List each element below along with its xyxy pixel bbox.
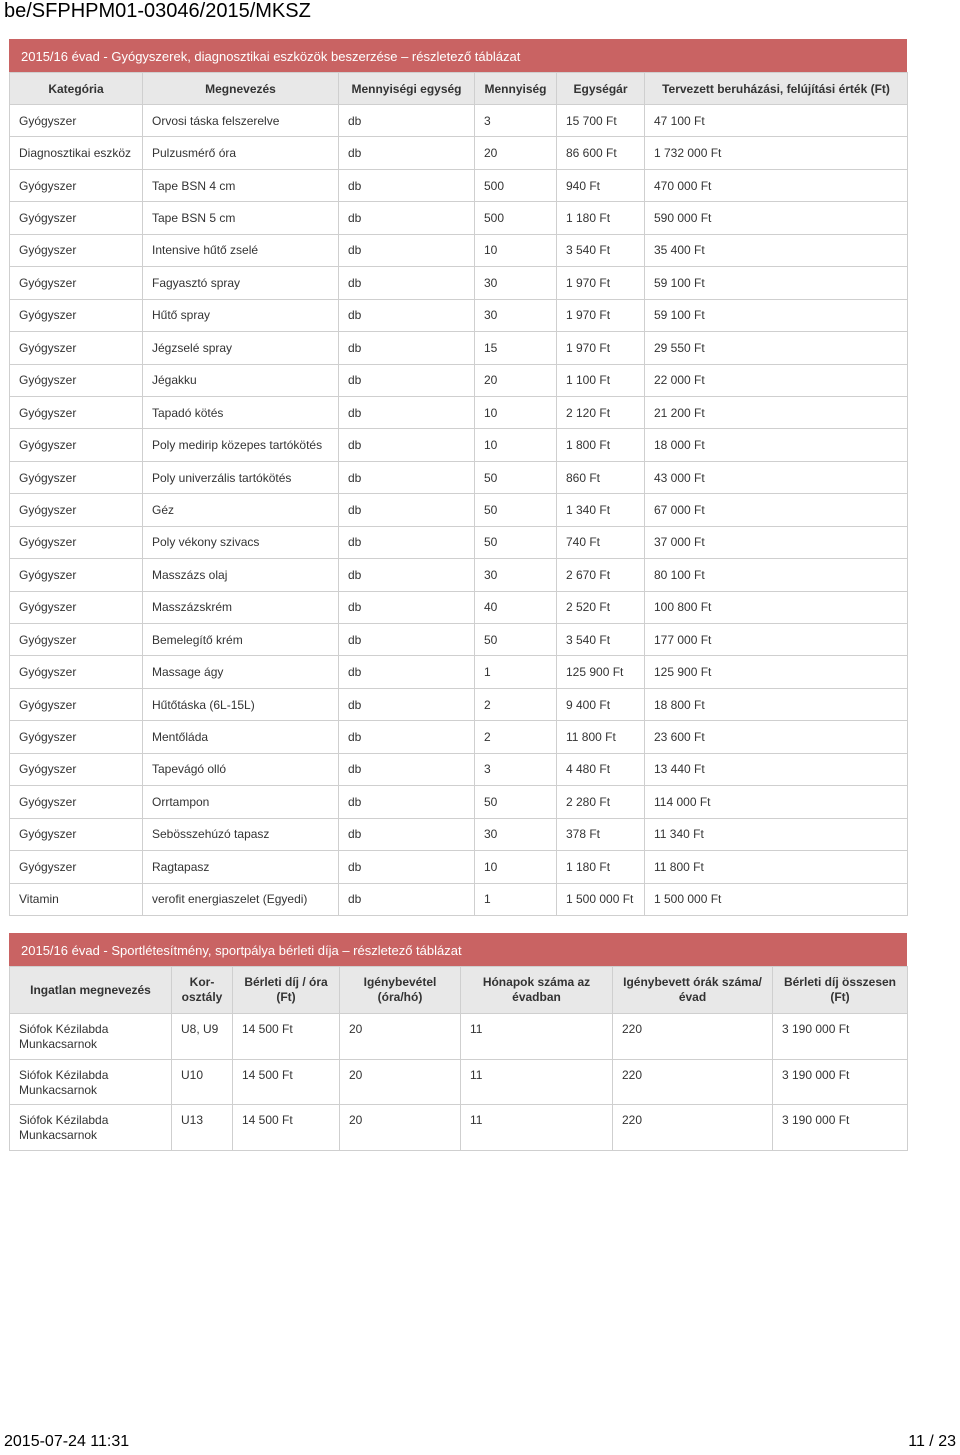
table-cell: db (339, 396, 475, 428)
table-cell: 3 540 Ft (557, 234, 645, 266)
column-header: Bérleti díj összesen (Ft) (773, 967, 908, 1014)
table-row (10, 332, 908, 364)
table-row (10, 234, 908, 266)
table-cell: 21 200 Ft (645, 396, 908, 428)
table-cell: 1 100 Ft (557, 364, 645, 396)
table-cell: 40 (475, 591, 557, 623)
column-header: Hónapok száma az évadban (461, 967, 613, 1014)
table-cell: 177 000 Ft (645, 624, 908, 656)
table-cell: 1 800 Ft (557, 429, 645, 461)
table-cell: 15 (475, 332, 557, 364)
column-header: Kategória (10, 73, 143, 105)
table-cell: 20 (340, 1105, 461, 1151)
table-cell: 50 (475, 494, 557, 526)
table-header-row (10, 967, 908, 1014)
table-cell: db (339, 883, 475, 915)
facility-rental-section (9, 933, 907, 1151)
table-cell: 23 600 Ft (645, 721, 908, 753)
table-cell: Poly vékony szivacs (143, 526, 339, 558)
table-row (10, 624, 908, 656)
table-cell: Sebösszehúzó tapasz (143, 818, 339, 850)
footer-timestamp: 2015-07-24 11:31 (4, 1433, 130, 1450)
table-cell: Hűtőtáska (6L-15L) (143, 688, 339, 720)
table-cell: 11 340 Ft (645, 818, 908, 850)
table-cell: Fagyasztó spray (143, 267, 339, 299)
table-cell: 59 100 Ft (645, 299, 908, 331)
table-cell: 1 500 000 Ft (645, 883, 908, 915)
table-row (10, 753, 908, 785)
table-cell: 2 520 Ft (557, 591, 645, 623)
table-cell: db (339, 105, 475, 137)
table-cell: 11 800 Ft (645, 851, 908, 883)
table-cell: 100 800 Ft (645, 591, 908, 623)
table-cell: db (339, 169, 475, 201)
table-cell: Jégakku (143, 364, 339, 396)
table-row (10, 883, 908, 915)
table-cell: 15 700 Ft (557, 105, 645, 137)
table-cell: Gyógyszer (10, 753, 143, 785)
table-cell: Gyógyszer (10, 105, 143, 137)
table-cell: db (339, 234, 475, 266)
table-cell: 59 100 Ft (645, 267, 908, 299)
table-cell: U13 (172, 1105, 233, 1151)
table-cell: 11 (461, 1059, 613, 1105)
table-cell: Massage ágy (143, 656, 339, 688)
table-cell: 125 900 Ft (557, 656, 645, 688)
table-cell: 20 (340, 1014, 461, 1060)
table-cell: 220 (613, 1059, 773, 1105)
table-cell: Poly medirip közepes tartókötés (143, 429, 339, 461)
table-row (10, 851, 908, 883)
table-row (10, 818, 908, 850)
table-cell: Gyógyszer (10, 332, 143, 364)
table-cell: Tapadó kötés (143, 396, 339, 428)
column-header: Igénybevétel (óra/hó) (340, 967, 461, 1014)
table-cell: Tapevágó olló (143, 753, 339, 785)
table-row (10, 169, 908, 201)
table-cell: 18 800 Ft (645, 688, 908, 720)
table-cell: 220 (613, 1014, 773, 1060)
table-cell: 13 440 Ft (645, 753, 908, 785)
table-row (10, 299, 908, 331)
document-id: be/SFPHPM01-03046/2015/MKSZ (4, 0, 311, 22)
column-header: Tervezett beruházási, felújítási érték (Ft) (645, 73, 908, 105)
drug-procurement-table (9, 72, 908, 916)
table-cell: Gyógyszer (10, 234, 143, 266)
table-row (10, 786, 908, 818)
table-cell: 30 (475, 267, 557, 299)
table-cell: 50 (475, 461, 557, 493)
table-cell: Gyógyszer (10, 818, 143, 850)
column-header: Kor-osztály (172, 967, 233, 1014)
table-cell: 114 000 Ft (645, 786, 908, 818)
table-cell: Gyógyszer (10, 494, 143, 526)
table-cell: db (339, 721, 475, 753)
table-cell: db (339, 559, 475, 591)
table-cell: 10 (475, 429, 557, 461)
table-cell: 1 (475, 656, 557, 688)
table-cell: 3 190 000 Ft (773, 1014, 908, 1060)
table-cell: Orvosi táska felszerelve (143, 105, 339, 137)
table-row (10, 688, 908, 720)
table-cell: 9 400 Ft (557, 688, 645, 720)
table-cell: 14 500 Ft (233, 1014, 340, 1060)
table-cell: db (339, 851, 475, 883)
table-cell: 3 (475, 753, 557, 785)
table-cell: db (339, 526, 475, 558)
table-cell: db (339, 267, 475, 299)
table-cell: 1 500 000 Ft (557, 883, 645, 915)
table-cell: 740 Ft (557, 526, 645, 558)
table-cell: db (339, 461, 475, 493)
column-header: Egységár (557, 73, 645, 105)
table-cell: Gyógyszer (10, 688, 143, 720)
table-cell: Masszázskrém (143, 591, 339, 623)
table-cell: 30 (475, 818, 557, 850)
table-cell: db (339, 299, 475, 331)
table-cell: 43 000 Ft (645, 461, 908, 493)
table-row (10, 526, 908, 558)
column-header: Mennyiségi egység (339, 73, 475, 105)
table-cell: 4 480 Ft (557, 753, 645, 785)
table-cell: 3 190 000 Ft (773, 1059, 908, 1105)
table-row (10, 494, 908, 526)
table-cell: 11 (461, 1014, 613, 1060)
table-cell: 2 (475, 721, 557, 753)
table-cell: 80 100 Ft (645, 559, 908, 591)
table-cell: Siófok Kézilabda Munkacsarnok (10, 1059, 172, 1105)
table-cell: 67 000 Ft (645, 494, 908, 526)
table-cell: 3 (475, 105, 557, 137)
table-row (10, 559, 908, 591)
table-cell: db (339, 786, 475, 818)
table-cell: 30 (475, 559, 557, 591)
table-cell: 2 280 Ft (557, 786, 645, 818)
table-cell: 2 (475, 688, 557, 720)
table-cell: Gyógyszer (10, 169, 143, 201)
table-row (10, 461, 908, 493)
table-cell: db (339, 753, 475, 785)
table-cell: Gyógyszer (10, 624, 143, 656)
table-cell: Ragtapasz (143, 851, 339, 883)
drug-procurement-section (9, 39, 907, 916)
table-cell: Géz (143, 494, 339, 526)
column-header: Megnevezés (143, 73, 339, 105)
table-cell: U10 (172, 1059, 233, 1105)
table-row (10, 267, 908, 299)
table-cell: 47 100 Ft (645, 105, 908, 137)
table-cell: 30 (475, 299, 557, 331)
table-row (10, 1105, 908, 1151)
table-cell: db (339, 429, 475, 461)
table-cell: Poly univerzális tartókötés (143, 461, 339, 493)
table-cell: Orrtampon (143, 786, 339, 818)
table-cell: 14 500 Ft (233, 1059, 340, 1105)
table-cell: Bemelegítő krém (143, 624, 339, 656)
table-cell: 50 (475, 786, 557, 818)
table-cell: 14 500 Ft (233, 1105, 340, 1151)
table-cell: 1 732 000 Ft (645, 137, 908, 169)
table-cell: Siófok Kézilabda Munkacsarnok (10, 1105, 172, 1151)
column-header: Bérleti díj / óra (Ft) (233, 967, 340, 1014)
table-cell: db (339, 656, 475, 688)
footer-page-number: 11 / 23 (908, 1433, 956, 1450)
table-cell: Tape BSN 5 cm (143, 202, 339, 234)
table-cell: Gyógyszer (10, 591, 143, 623)
table-cell: 220 (613, 1105, 773, 1151)
table-cell: 10 (475, 234, 557, 266)
table-cell: db (339, 202, 475, 234)
table-cell: U8, U9 (172, 1014, 233, 1060)
table-cell: Gyógyszer (10, 267, 143, 299)
table-cell: 378 Ft (557, 818, 645, 850)
table-cell: Gyógyszer (10, 526, 143, 558)
table-cell: Tape BSN 4 cm (143, 169, 339, 201)
column-header: Ingatlan megnevezés (10, 967, 172, 1014)
table-row (10, 202, 908, 234)
table-cell: Mentőláda (143, 721, 339, 753)
table-cell: 35 400 Ft (645, 234, 908, 266)
table-cell: 10 (475, 396, 557, 428)
table-cell: 1 (475, 883, 557, 915)
table-cell: 1 180 Ft (557, 202, 645, 234)
table-row (10, 1059, 908, 1105)
table-cell: db (339, 364, 475, 396)
table-cell: 10 (475, 851, 557, 883)
table-cell: 500 (475, 202, 557, 234)
table-cell: Gyógyszer (10, 721, 143, 753)
table-cell: 2 670 Ft (557, 559, 645, 591)
table-cell: 940 Ft (557, 169, 645, 201)
table-cell: Gyógyszer (10, 559, 143, 591)
table-cell: Gyógyszer (10, 461, 143, 493)
table-cell: 1 340 Ft (557, 494, 645, 526)
table-cell: Gyógyszer (10, 656, 143, 688)
section-title: 2015/16 évad - Gyógyszerek, diagnosztikai eszközök beszerzése – részletező táblázat (9, 39, 907, 72)
table-row (10, 591, 908, 623)
table-cell: 20 (475, 364, 557, 396)
table-cell: Siófok Kézilabda Munkacsarnok (10, 1014, 172, 1060)
table-cell: db (339, 137, 475, 169)
table-cell: 50 (475, 526, 557, 558)
table-cell: Intensive hűtő zselé (143, 234, 339, 266)
table-cell: db (339, 494, 475, 526)
table-cell: Gyógyszer (10, 202, 143, 234)
table-cell: Gyógyszer (10, 429, 143, 461)
table-cell: Pulzusmérő óra (143, 137, 339, 169)
table-cell: 125 900 Ft (645, 656, 908, 688)
table-cell: 860 Ft (557, 461, 645, 493)
table-cell: Diagnosztikai eszköz (10, 137, 143, 169)
table-row (10, 429, 908, 461)
table-cell: 18 000 Ft (645, 429, 908, 461)
table-cell: 29 550 Ft (645, 332, 908, 364)
table-cell: Hűtő spray (143, 299, 339, 331)
table-row (10, 364, 908, 396)
table-cell: Gyógyszer (10, 299, 143, 331)
table-row (10, 656, 908, 688)
table-cell: 11 (461, 1105, 613, 1151)
table-cell: Vitamin (10, 883, 143, 915)
table-cell: 50 (475, 624, 557, 656)
table-cell: 11 800 Ft (557, 721, 645, 753)
table-cell: 2 120 Ft (557, 396, 645, 428)
table-cell: 1 970 Ft (557, 299, 645, 331)
table-cell: db (339, 332, 475, 364)
table-cell: 500 (475, 169, 557, 201)
table-cell: 1 970 Ft (557, 267, 645, 299)
table-cell: verofit energiaszelet (Egyedi) (143, 883, 339, 915)
table-cell: db (339, 688, 475, 720)
table-cell: Masszázs olaj (143, 559, 339, 591)
table-row (10, 396, 908, 428)
table-cell: 86 600 Ft (557, 137, 645, 169)
facility-rental-table (9, 966, 908, 1151)
table-cell: 470 000 Ft (645, 169, 908, 201)
table-cell: 3 540 Ft (557, 624, 645, 656)
table-cell: Gyógyszer (10, 396, 143, 428)
table-row (10, 721, 908, 753)
table-cell: 37 000 Ft (645, 526, 908, 558)
table-cell: db (339, 818, 475, 850)
table-cell: 20 (475, 137, 557, 169)
table-row (10, 137, 908, 169)
table-cell: Gyógyszer (10, 786, 143, 818)
table-cell: 590 000 Ft (645, 202, 908, 234)
section-title: 2015/16 évad - Sportlétesítmény, sportpálya bérleti díja – részletező táblázat (9, 933, 907, 966)
table-cell: 1 180 Ft (557, 851, 645, 883)
table-cell: Jégzselé spray (143, 332, 339, 364)
table-cell: 1 970 Ft (557, 332, 645, 364)
table-header-row (10, 73, 908, 105)
table-cell: 3 190 000 Ft (773, 1105, 908, 1151)
column-header: Igénybevett órák száma/évad (613, 967, 773, 1014)
table-cell: db (339, 624, 475, 656)
column-header: Mennyiség (475, 73, 557, 105)
table-row (10, 1014, 908, 1060)
table-cell: db (339, 591, 475, 623)
table-cell: 20 (340, 1059, 461, 1105)
table-cell: 22 000 Ft (645, 364, 908, 396)
table-cell: Gyógyszer (10, 364, 143, 396)
table-cell: Gyógyszer (10, 851, 143, 883)
table-row (10, 105, 908, 137)
